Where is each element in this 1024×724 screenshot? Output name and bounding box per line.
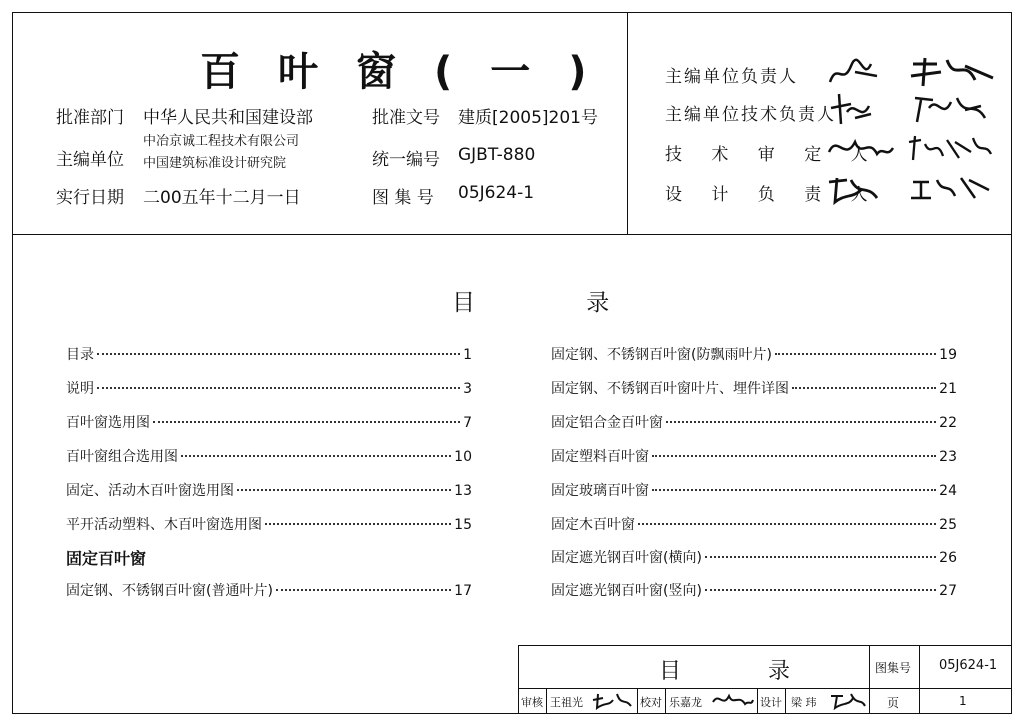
toc-entry-page: 7 [463, 415, 472, 431]
atlas-no-value: 05J624-1 [458, 183, 535, 203]
toc-leader-dots [97, 387, 460, 389]
check-label: 校对 [640, 696, 662, 709]
toc-section-title: 固定百叶窗 [66, 549, 147, 568]
effective-date-value: 二00五年十二月一日 [143, 188, 301, 208]
title-block-row-divider [519, 688, 1011, 689]
toc-entry[interactable] [551, 480, 957, 500]
toc-entry[interactable] [66, 378, 472, 398]
toc-entry-page: 19 [939, 347, 957, 363]
page-number: 1 [959, 694, 967, 708]
toc-leader-dots [276, 589, 451, 591]
approval-no-value: 建质[2005]201号 [458, 108, 598, 128]
signature-design-lead [825, 168, 1000, 208]
toc-entry[interactable] [66, 514, 472, 534]
toc-leader-dots [97, 353, 460, 355]
toc-leader-dots [705, 589, 936, 591]
designer-name: 梁 玮 [791, 696, 817, 709]
toc-entry-page: 3 [463, 381, 472, 397]
checker-name: 乐嘉龙 [669, 696, 702, 709]
signature-chief-unit-tech-head [825, 88, 1000, 128]
atlas-no-value: 05J624-1 [939, 658, 998, 673]
toc-entry[interactable] [551, 514, 957, 534]
toc-entry[interactable] [551, 547, 957, 567]
toc-entry[interactable] [551, 344, 957, 364]
toc-leader-dots [652, 489, 936, 491]
header-vertical-divider [627, 12, 628, 234]
unified-no-value: GJBT-880 [458, 145, 536, 165]
title-block-cell-divider [785, 688, 786, 713]
toc-leader-dots [666, 421, 936, 423]
toc-entry[interactable] [66, 446, 472, 466]
toc-entry-title: 平开活动塑料、木百叶窗选用图 [66, 517, 262, 533]
title-block-cell-divider [637, 688, 638, 713]
title-block-cell-divider [757, 688, 758, 713]
signature-technical-approver [825, 128, 1000, 168]
atlas-title: 百叶窗(一) [200, 49, 625, 95]
title-block-col-divider [919, 646, 920, 713]
atlas-no-label: 图集号 [875, 661, 912, 675]
toc-leader-dots [181, 455, 451, 457]
toc-entry-page: 10 [454, 449, 472, 465]
toc-leader-dots [792, 387, 936, 389]
toc-entry-title: 目录 [66, 347, 94, 363]
toc-entry[interactable] [66, 480, 472, 500]
unified-no-label: 统一编号 [372, 150, 440, 170]
toc-entry-page: 27 [939, 583, 957, 599]
toc-entry-title: 固定钢、不锈钢百叶窗(防飘雨叶片) [551, 347, 772, 363]
title-block-col-divider [869, 646, 870, 713]
toc-entry-page: 22 [939, 415, 957, 431]
reviewer-signature [591, 690, 635, 710]
approval-dept-value: 中华人民共和国建设部 [143, 108, 313, 128]
technical-approver-label: 技 术 审 定 人 [665, 145, 880, 165]
title-block [518, 645, 1012, 714]
toc-entry-page: 17 [454, 583, 472, 599]
title-block-cell-divider [665, 688, 666, 713]
toc-entry-page: 26 [939, 550, 957, 566]
toc-leader-dots [638, 523, 936, 525]
toc-leader-dots [652, 455, 936, 457]
approval-dept-label: 批准部门 [56, 108, 124, 128]
toc-entry[interactable] [66, 412, 472, 432]
toc-entry-title: 说明 [66, 381, 94, 397]
toc-entry[interactable] [551, 446, 957, 466]
toc-leader-dots [153, 421, 460, 423]
toc-entry[interactable] [551, 580, 957, 600]
toc-entry-title: 固定、活动木百叶窗选用图 [66, 483, 234, 499]
toc-leader-dots [265, 523, 451, 525]
toc-entry-page: 13 [454, 483, 472, 499]
toc-entry-title: 固定木百叶窗 [551, 517, 635, 533]
toc-leader-dots [237, 489, 451, 491]
toc-leader-dots [775, 353, 936, 355]
toc-heading: 目 录 [452, 290, 662, 316]
toc-entry[interactable] [66, 580, 472, 600]
toc-entry-title: 百叶窗组合选用图 [66, 449, 178, 465]
designer-signature [829, 690, 867, 710]
toc-entry-page: 24 [939, 483, 957, 499]
toc-entry-title: 固定遮光钢百叶窗(横向) [551, 550, 702, 566]
toc-entry[interactable] [66, 344, 472, 364]
review-label: 审核 [521, 696, 543, 709]
toc-entry-page: 15 [454, 517, 472, 533]
toc-entry-title: 固定遮光钢百叶窗(竖向) [551, 583, 702, 599]
toc-entry-page: 23 [939, 449, 957, 465]
signature-chief-unit-head [825, 52, 1000, 92]
editor-unit-line1: 中冶京诚工程技术有限公司 [143, 134, 300, 149]
toc-leader-dots [705, 556, 936, 558]
toc-entry-page: 25 [939, 517, 957, 533]
header-divider [12, 234, 1012, 235]
toc-entry-title: 百叶窗选用图 [66, 415, 150, 431]
chief-unit-head-label: 主编单位负责人 [665, 67, 798, 87]
toc-entry-title: 固定钢、不锈钢百叶窗(普通叶片) [66, 583, 273, 599]
atlas-no-label: 图 集 号 [372, 188, 434, 208]
approval-no-label: 批准文号 [372, 108, 440, 128]
checker-signature [711, 690, 755, 710]
page-label: 页 [887, 696, 900, 710]
reviewer-name: 王祖光 [550, 696, 583, 709]
toc-entry-page: 1 [463, 347, 472, 363]
effective-date-label: 实行日期 [56, 188, 124, 208]
design-label: 设计 [760, 696, 782, 709]
toc-entry-page: 21 [939, 381, 957, 397]
editor-unit-line2: 中国建筑标准设计研究院 [143, 156, 287, 171]
toc-entry[interactable] [551, 378, 957, 398]
title-block-cell-divider [546, 688, 547, 713]
sheet-title: 目 录 [659, 659, 830, 684]
design-lead-label: 设 计 负 责 人 [665, 185, 880, 205]
toc-entry-title: 固定钢、不锈钢百叶窗叶片、埋件详图 [551, 381, 789, 397]
toc-entry[interactable] [551, 412, 957, 432]
chief-unit-tech-head-label: 主编单位技术负责人 [665, 105, 836, 125]
toc-entry-title: 固定铝合金百叶窗 [551, 415, 663, 431]
editor-unit-label: 主编单位 [56, 150, 124, 170]
toc-entry-title: 固定塑料百叶窗 [551, 449, 649, 465]
toc-entry-title: 固定玻璃百叶窗 [551, 483, 649, 499]
